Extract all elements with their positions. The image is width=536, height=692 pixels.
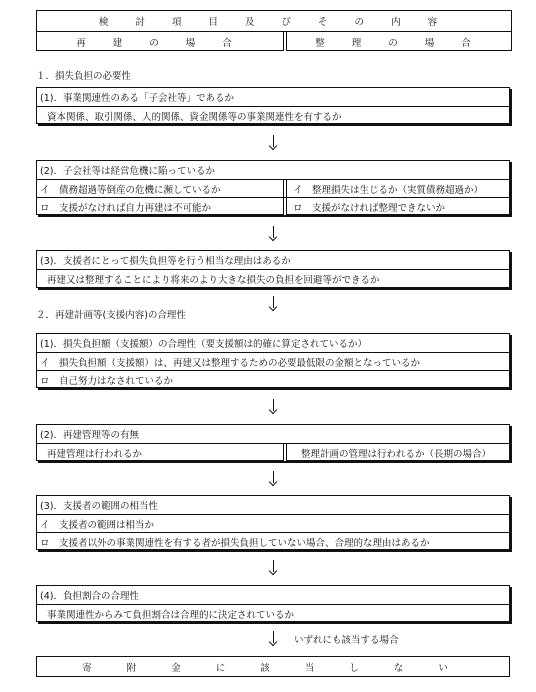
arrow-down-icon (269, 399, 279, 413)
header-rebuild-case: 再 建 の 場 合 (76, 37, 244, 49)
s2-box3 (36, 495, 510, 550)
arrow-down-icon (269, 471, 279, 485)
header-title: 検 討 項 目 及 び そ の 内 容 (98, 17, 450, 28)
s1-box2-row2 (37, 197, 509, 215)
s2-box4-line: 事業関連性からみて負担割合は合理的に決定されているか (37, 604, 509, 622)
s2-box2-right: 整理計画の管理は行われるか（長期の場合） (301, 448, 492, 460)
s1-box3-title: (3)．支援者にとって損失負担等を行う相当な理由はあるか (40, 256, 291, 267)
s2-box1-line1: イ 損失負担額（支援額）は、再建又は整理するための必要最低限の金額となっているか (37, 352, 509, 370)
arrow-down-icon (269, 296, 279, 310)
s1-box2-right2: ロ 支援がなければ整理できないか (293, 202, 446, 214)
s1-box2-right1: イ 整理損失は生じるか（実質債務超過か） (293, 184, 484, 196)
arrow-down-icon (269, 226, 279, 240)
conclusion-box (36, 656, 510, 677)
s1-box1 (36, 87, 510, 124)
s1-box3 (36, 250, 510, 288)
s1-box2 (36, 160, 510, 215)
s2-box2-title: (2)．再建管理等の有無 (40, 430, 139, 441)
s2-box3-line1: イ 支援者の範囲は相当か (37, 514, 509, 532)
header-table (36, 10, 512, 51)
s2-box3-line2: ロ 支援者以外の事業関連性を有する者が損失負担していない場合、合理的な理由はあるか (37, 532, 509, 550)
s2-box1 (36, 333, 510, 388)
s2-box3-title: (3)．支援者の範囲の相当性 (40, 501, 158, 512)
s1-box1-title: (1)．事業関連性のある「子会社等」であるか (40, 93, 234, 104)
section1-label: １．損失負担の必要性 (36, 71, 132, 82)
arrow-down-icon (269, 631, 279, 645)
arrow-down-icon (269, 560, 279, 574)
s1-box2-left2: ロ 支援がなければ自力再建は不可能か (40, 202, 212, 214)
s1-box2-row1 (37, 179, 509, 197)
conclusion-text: 寄 附 金 に 該 当 し な い (82, 662, 464, 674)
s2-box4-title: (4)．負担割合の合理性 (40, 591, 139, 602)
s2-box4 (36, 585, 510, 622)
s1-box2-title: (2)．子会社等は経営危機に陥っているか (40, 166, 215, 177)
s2-box1-title: (1)．損失負担額（支援額）の合理性（要支援額は的確に算定されているか） (40, 339, 367, 350)
s2-box2-left: 再建管理は行われるか (47, 448, 143, 460)
final-condition: いずれにも該当する場合 (294, 635, 399, 646)
arrow-down-icon (269, 135, 279, 149)
s1-box1-line: 資本関係、取引関係、人的関係、資金関係等の事業関連性を有するか (37, 106, 509, 124)
s2-box2 (36, 424, 510, 461)
s1-box3-line: 再建又は整理することにより将来のより大きな損失の負担を回避等ができるか (37, 269, 509, 288)
header-liquidation-case: 整 理 の 場 合 (315, 37, 483, 49)
header-case-row (37, 31, 511, 51)
s2-box2-row (37, 443, 509, 461)
section2-label: ２．再建計画等(支援内容)の合理性 (36, 310, 186, 321)
s2-box1-line2: ロ 自己努力はなされているか (37, 370, 509, 388)
s1-box2-left1: イ 債務超過等倒産の危機に瀕しているか (40, 184, 221, 196)
